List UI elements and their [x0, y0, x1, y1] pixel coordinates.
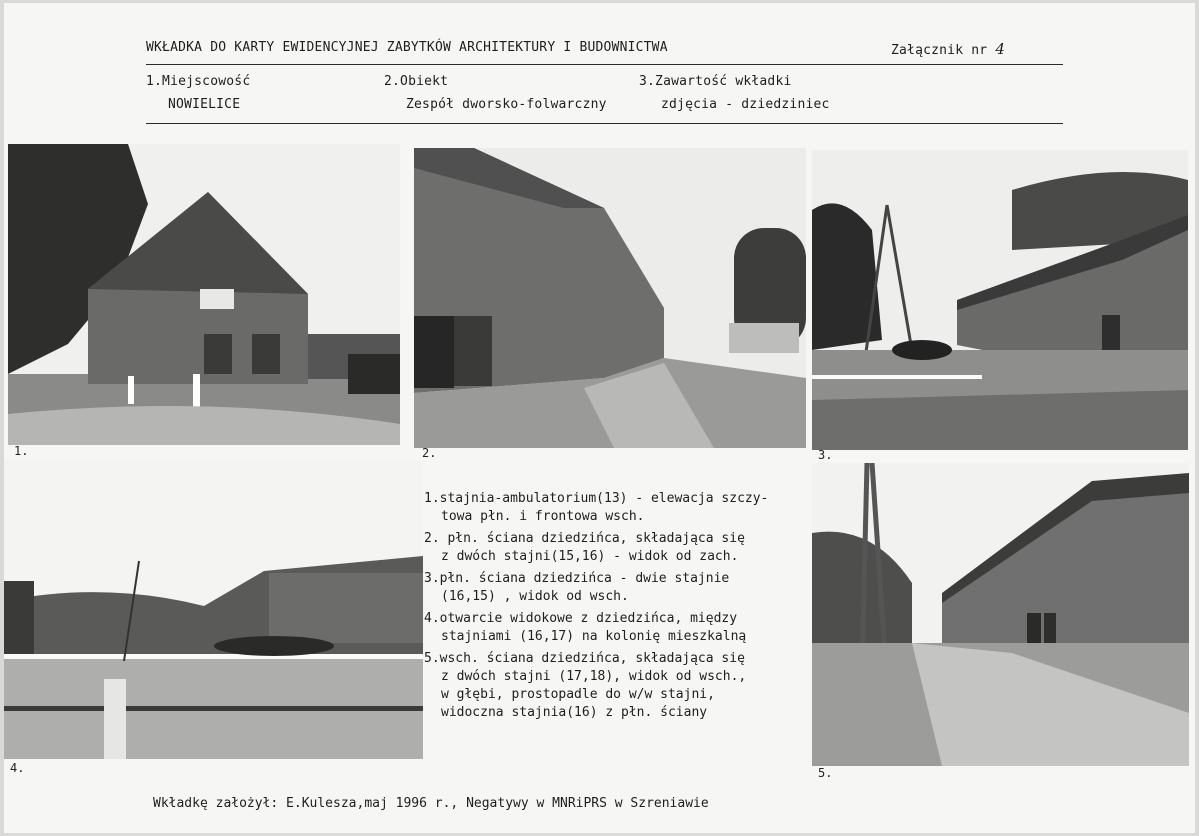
photo-descriptions: [424, 490, 809, 726]
attachment-number: 4: [995, 40, 1006, 58]
field-locality-label: 1.Miejscowość: [146, 74, 251, 89]
description-5-line-3: w głębi, prostopadle do w/w stajni,: [441, 687, 715, 702]
photo-5-number: 5.: [818, 766, 833, 780]
description-4: [424, 610, 809, 646]
description-1: [424, 490, 809, 526]
field-content-value: zdjęcia - dziedziniec: [661, 97, 830, 112]
description-2-line-2: z dwóch stajni(15,16) - widok od zach.: [441, 549, 739, 564]
description-3-line-1: 3.płn. ściana dziedzińca - dwie stajnie: [424, 571, 730, 586]
photo-4-number: 4.: [10, 761, 25, 775]
field-content-label: 3.Zawartość wkładki: [639, 74, 792, 89]
description-2-line-1: 2. płn. ściana dziedzińca, składająca się: [424, 531, 745, 546]
photo-3-number: 3.: [818, 448, 833, 462]
field-object-value: Zespół dworsko-folwarczny: [406, 97, 607, 112]
description-1-line-1: 1.stajnia-ambulatorium(13) - elewacja szczy-: [424, 491, 769, 506]
header-rule-bottom: [146, 123, 1063, 124]
photo-4-view-to-colony: [4, 461, 423, 759]
description-3: [424, 570, 809, 606]
description-1-line-2: towa płn. i frontowa wsch.: [441, 509, 645, 524]
photo-1-number: 1.: [14, 444, 29, 458]
document-footer: Wkładkę założył: E.Kulesza,maj 1996 r., Negatywy w MNRiPRS w Szreniawie: [153, 796, 709, 811]
description-5: [424, 650, 809, 722]
description-5-line-4: widoczna stajnia(16) z płn. ściany: [441, 705, 708, 720]
photo-2-number: 2.: [422, 446, 437, 460]
description-2: [424, 530, 809, 566]
field-locality-value: NOWIELICE: [168, 97, 241, 112]
attachment-label-text: Załącznik nr: [891, 43, 988, 58]
description-3-line-2: (16,15) , widok od wsch.: [441, 589, 629, 604]
field-object-label: 2.Obiekt: [384, 74, 449, 89]
header-rule-top: [146, 64, 1063, 65]
document-title: WKŁADKA DO KARTY EWIDENCYJNEJ ZABYTKÓW ARCHITEKTURY I BUDOWNICTWA: [146, 40, 668, 55]
description-4-line-2: stajniami (16,17) na kolonię mieszkalną: [441, 629, 747, 644]
description-5-line-2: z dwóch stajni (17,18), widok od wsch.,: [441, 669, 747, 684]
photo-3-two-stables-east-view: [812, 150, 1188, 450]
photo-5-east-wall-stables: [812, 463, 1189, 766]
photo-2-north-wall-stables: [414, 148, 806, 448]
photo-1-stable-ambulatorium: [8, 144, 400, 445]
description-4-line-1: 4.otwarcie widokowe z dziedzińca, między: [424, 611, 738, 626]
attachment-label: [891, 40, 1005, 58]
description-5-line-1: 5.wsch. ściana dziedzińca, składająca się: [424, 651, 745, 666]
